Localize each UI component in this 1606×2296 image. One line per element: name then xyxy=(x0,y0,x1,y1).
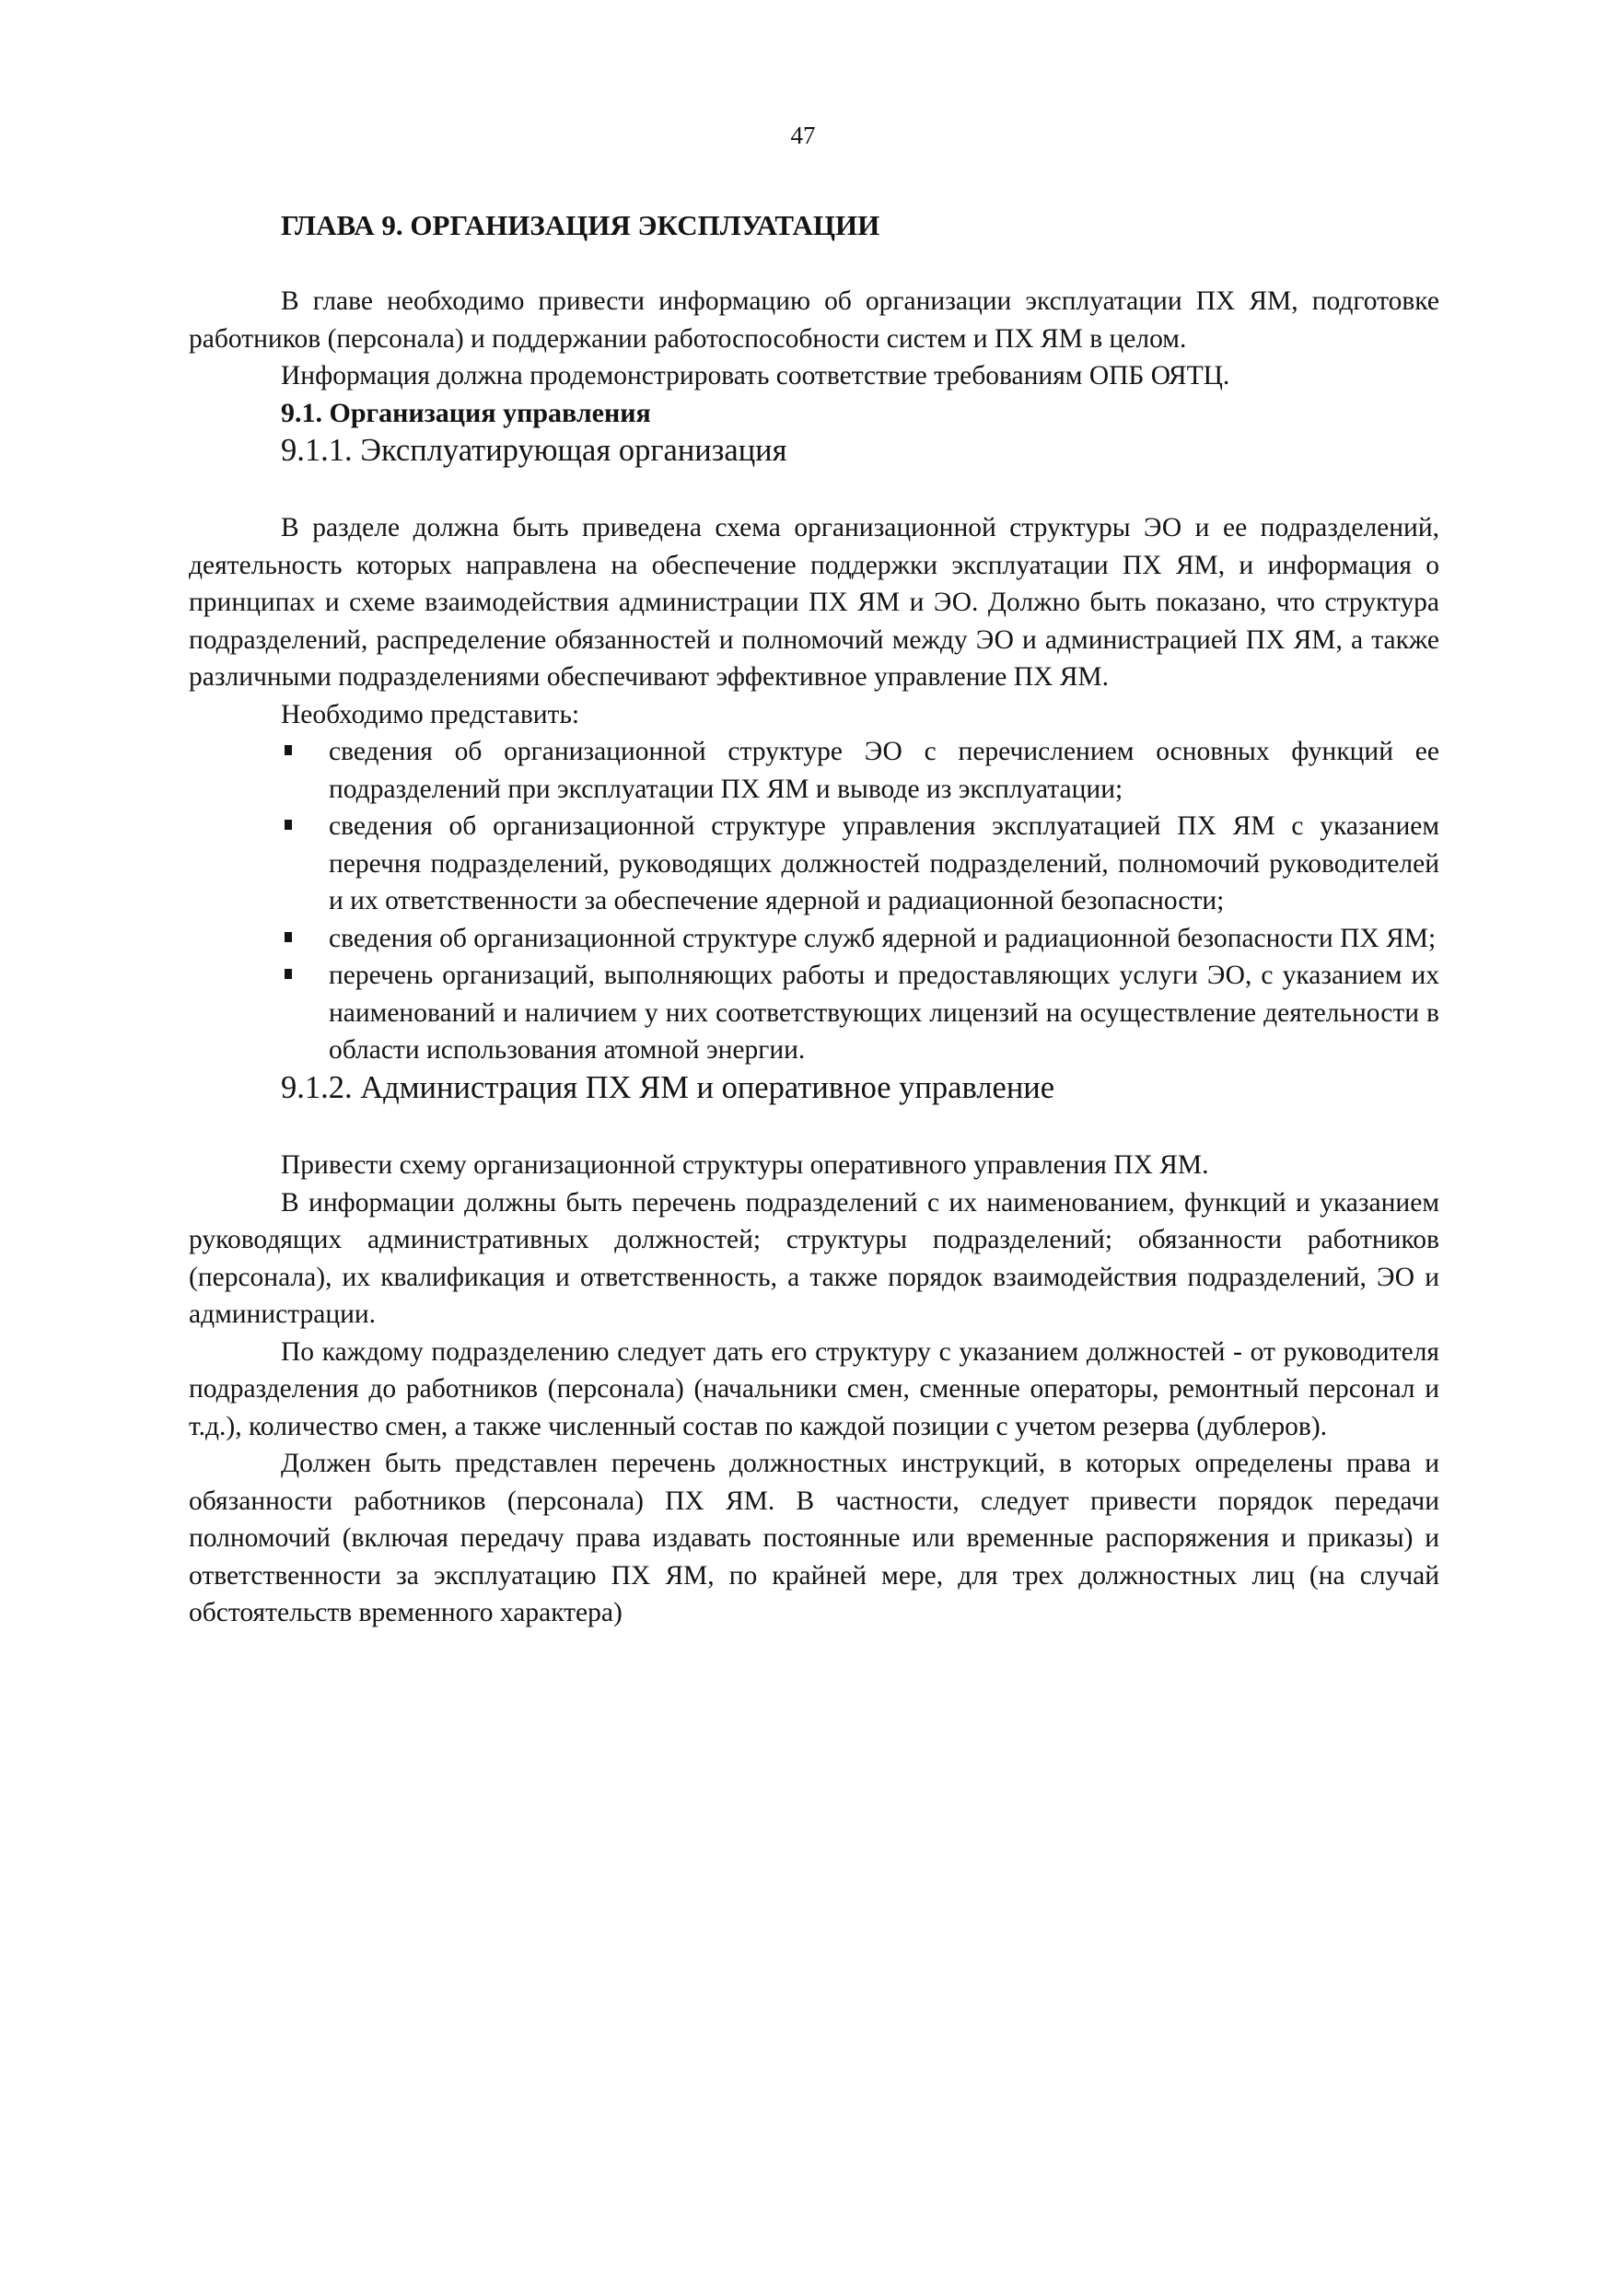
body-paragraph: По каждому подразделению следует дать его структуру с указанием должностей - от руководителя подразделения до работников (персонала) (начальники смен, сменные операторы, ремонтный персонал и т.д.), количество смен, а также численный состав по каждой позиции с учетом резерва (дублеров). xyxy=(189,1336,1439,1441)
requirements-list xyxy=(189,733,1439,1069)
chapter-intro-paragraph: Информация должна продемонстрировать соответствие требованиям ОПБ ОЯТЦ. xyxy=(281,361,1230,390)
page-number: 47 xyxy=(790,122,816,149)
body-paragraph: Привести схему организационной структуры оперативного управления ПХ ЯМ. xyxy=(281,1150,1209,1180)
body-paragraph: В разделе должна быть приведена схема организационной структуры ЭО и ее подразделений, деятельность которых направлена на обеспечение поддержки эксплуатации ПХ ЯМ, и информация о принципах и схеме взаимодействия администрации ПХ ЯМ и ЭО. Должно быть показано, что структура подразделений, распределение обязанностей и полномочий между ЭО и администрацией ПХ ЯМ, а также различными подразделениями обеспечивают эффективное управление ПХ ЯМ. xyxy=(189,513,1439,692)
subsection-heading-9-1-2: 9.1.2. Администрация ПХ ЯМ и оперативное управление xyxy=(281,1069,1055,1105)
bullet-icon xyxy=(285,969,292,979)
body-paragraph: Должен быть представлен перечень должностных инструкций, в которых определены права и обязанности работников (персонала) ПХ ЯМ. В частности, следует привести порядок передачи полномочий (включая передачу права издавать постоянные или временные распоряжения и приказы) и ответственности за эксплуатацию ПХ ЯМ, по крайней мере, для трех должностных лиц (на случай обстоятельств временного характера) xyxy=(189,1449,1439,1627)
chapter-intro-paragraph: В главе необходимо привести информацию об организации эксплуатации ПХ ЯМ, подготовке работников (персонала) и поддержании работоспособности систем и ПХ ЯМ в целом. xyxy=(189,286,1439,354)
section-heading-9-1: 9.1. Организация управления xyxy=(281,397,651,428)
list-item xyxy=(189,920,1439,958)
chapter-title: ГЛАВА 9. ОРГАНИЗАЦИЯ ЭКСПЛУАТАЦИИ xyxy=(281,209,880,241)
page-content xyxy=(189,207,1439,1632)
list-item xyxy=(189,957,1439,1069)
bullet-icon xyxy=(285,932,292,942)
bullet-icon xyxy=(285,745,292,755)
list-item-text: перечень организаций, выполняющих работы и предоставляющих услуги ЭО, с указанием их наименований и наличием у них соответствующих лицензий на осуществление деятельности в области использования атомной энергии. xyxy=(329,961,1439,1065)
list-item-text: сведения об организационной структуре ЭО с перечислением основных функций ее подразделений при эксплуатации ПХ ЯМ и выводе из эксплуатации; xyxy=(329,737,1439,804)
subsection-heading-9-1-1: 9.1.1. Эксплуатирующая организация xyxy=(281,432,787,468)
list-item-text: сведения об организационной структуре управления эксплуатацией ПХ ЯМ с указанием перечня подразделений, руководящих должностей подразделений, полномочий руководителей и их ответственности за обеспечение ядерной и радиационной безопасности; xyxy=(329,811,1439,915)
bullet-icon xyxy=(285,820,292,830)
body-paragraph: Необходимо представить: xyxy=(281,699,580,729)
list-item-text: сведения об организационной структуре служб ядерной и радиационной безопасности ПХ ЯМ; xyxy=(329,923,1437,953)
body-paragraph: В информации должны быть перечень подразделений с их наименованием, функций и указанием руководящих административных должностей; структуры подразделений; обязанности работников (персонала), их квалификация и ответственность, а также порядок взаимодействия подразделений, ЭО и администрации. xyxy=(189,1187,1439,1329)
list-item xyxy=(189,808,1439,920)
list-item xyxy=(189,733,1439,808)
